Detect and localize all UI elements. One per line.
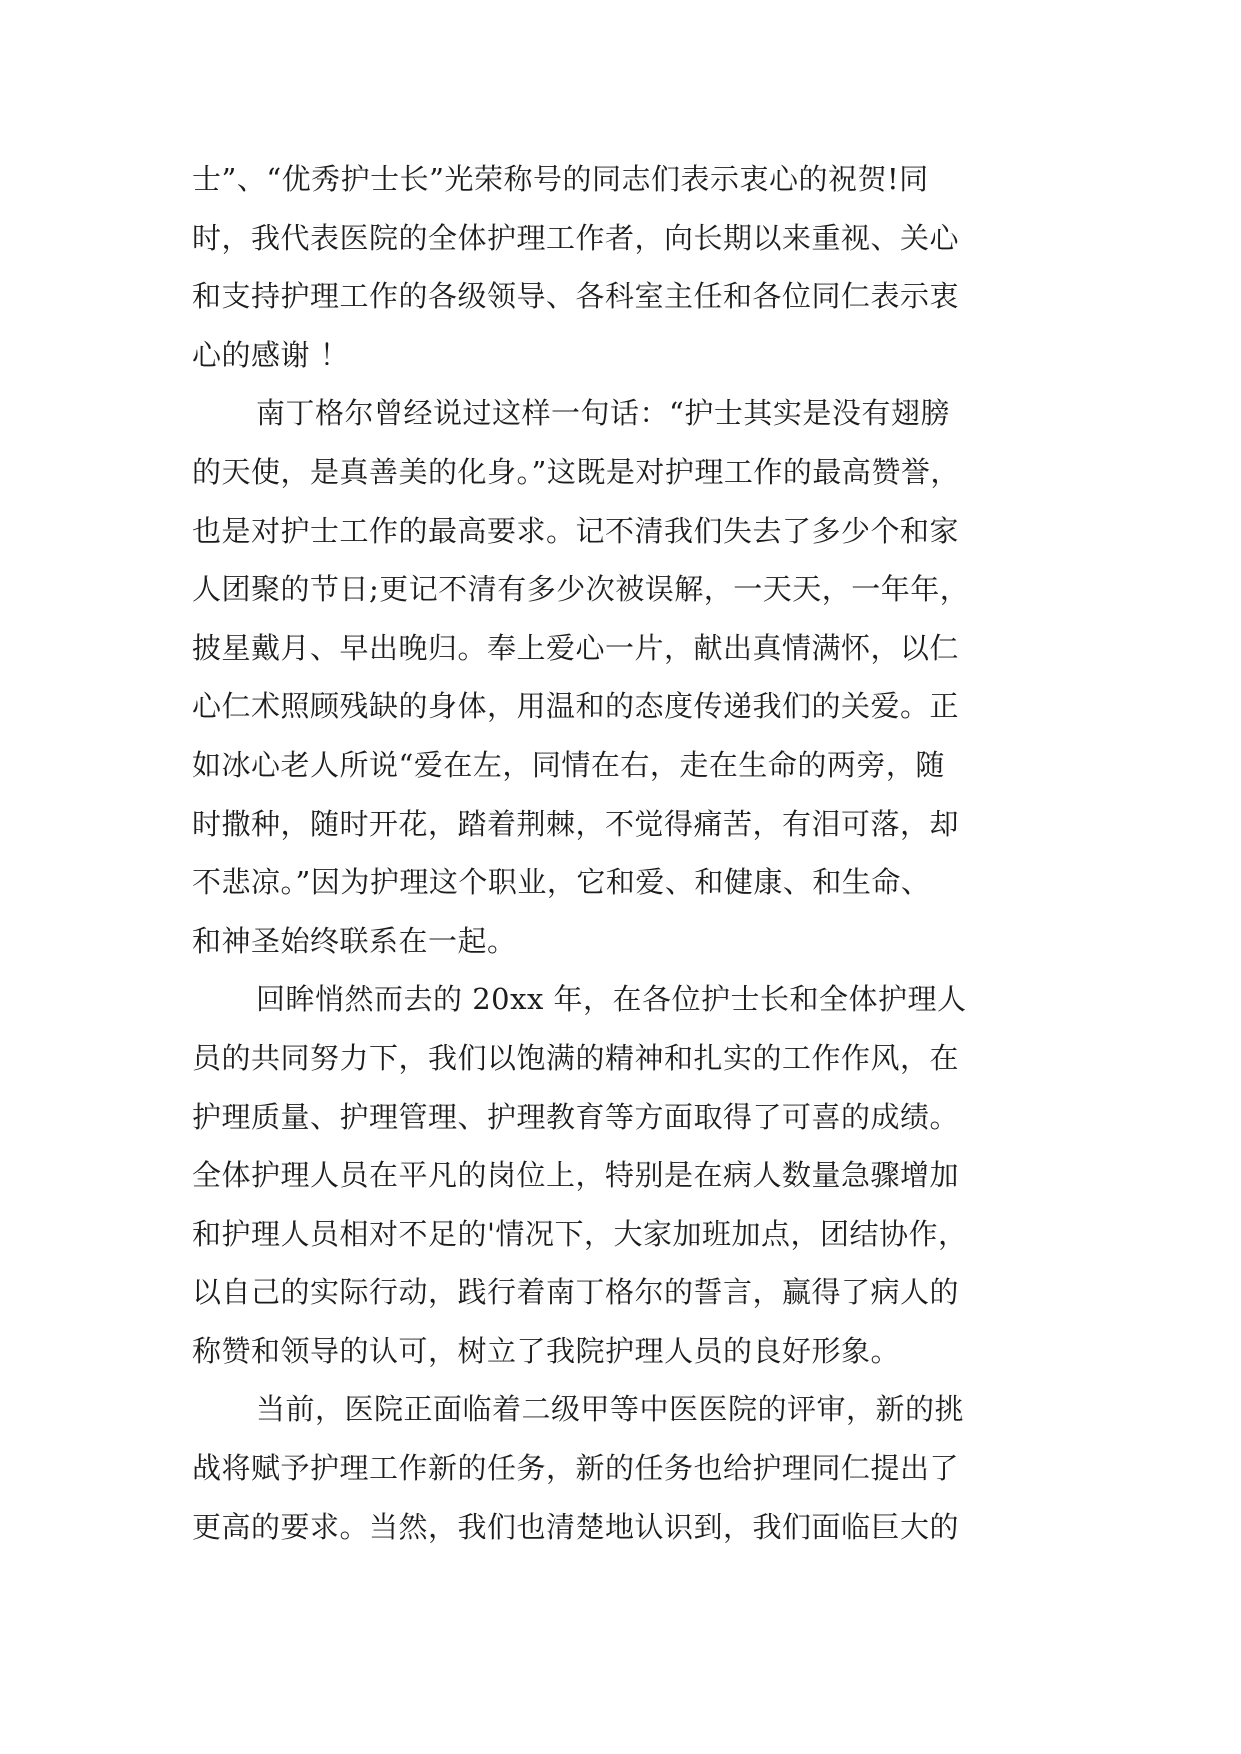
text-line: 如冰心老人所说“爱在左，同情在右，走在生命的两旁，随 (192, 747, 945, 782)
text-line: 和护理人员相对不足的'情况下，大家加班加点，团结协作， (192, 1216, 968, 1251)
paragraph-4 (192, 1380, 1072, 1556)
text-line: 当前，医院正面临着二级甲等中医医院的评审，新的挑 (256, 1392, 965, 1427)
text-line: 心仁术照顾残缺的身体，用温和的态度传递我们的关爱。正 (192, 689, 960, 724)
text-line: 士”、“优秀护士长”光荣称号的同志们表示衷心的祝贺!同 (192, 162, 929, 196)
text-line: 时撒种，随时开花，踏着荆棘，不觉得痛苦，有泪可落，却 (192, 806, 960, 841)
text-line: 心的感谢 ！ (192, 337, 350, 372)
text-line: 时，我代表医院的全体护理工作者，向长期以来重视、关心 (192, 220, 960, 255)
text-line: 员的共同努力下，我们以饱满的精神和扎实的工作作风，在 (192, 1040, 960, 1075)
paragraph-2 (192, 384, 1072, 970)
text-line: 也是对护士工作的最高要求。记不清我们失去了多少个和家 (192, 513, 960, 548)
text-line: 不悲凉。”因为护理这个职业，它和爱、和健康、和生命、 (192, 865, 931, 900)
text-line: 的天使，是真善美的化身。”这既是对护理工作的最高赞誉， (192, 454, 960, 489)
text-line: 称赞和领导的认可，树立了我院护理人员的良好形象。 (192, 1333, 901, 1368)
text-line: 以自己的实际行动，践行着南丁格尔的誓言，赢得了病人的 (192, 1275, 960, 1310)
text-line: 更高的要求。当然，我们也清楚地认识到，我们面临巨大的 (192, 1509, 960, 1544)
text-line: 战将赋予护理工作新的任务，新的任务也给护理同仁提出了 (192, 1451, 960, 1486)
paragraph-3 (192, 970, 1072, 1380)
text-line: 人团聚的节日;更记不清有多少次被误解，一天天，一年年， (192, 572, 970, 607)
document-body (192, 150, 1072, 1556)
text-line: 披星戴月、早出晚归。奉上爱心一片，献出真情满怀，以仁 (192, 630, 960, 665)
text-line: 和支持护理工作的各级领导、各科室主任和各位同仁表示衷 (192, 279, 960, 314)
text-line: 回眸悄然而去的 20xx 年，在各位护士长和全体护理人 (256, 982, 967, 1017)
paragraph-1 (192, 150, 1072, 384)
text-line: 南丁格尔曾经说过这样一句话：“护士其实是没有翅膀 (256, 396, 950, 431)
text-line: 全体护理人员在平凡的岗位上，特别是在病人数量急骤增加 (192, 1158, 960, 1193)
text-line: 护理质量、护理管理、护理教育等方面取得了可喜的成绩。 (192, 1099, 960, 1134)
text-line: 和神圣始终联系在一起。 (192, 923, 517, 958)
